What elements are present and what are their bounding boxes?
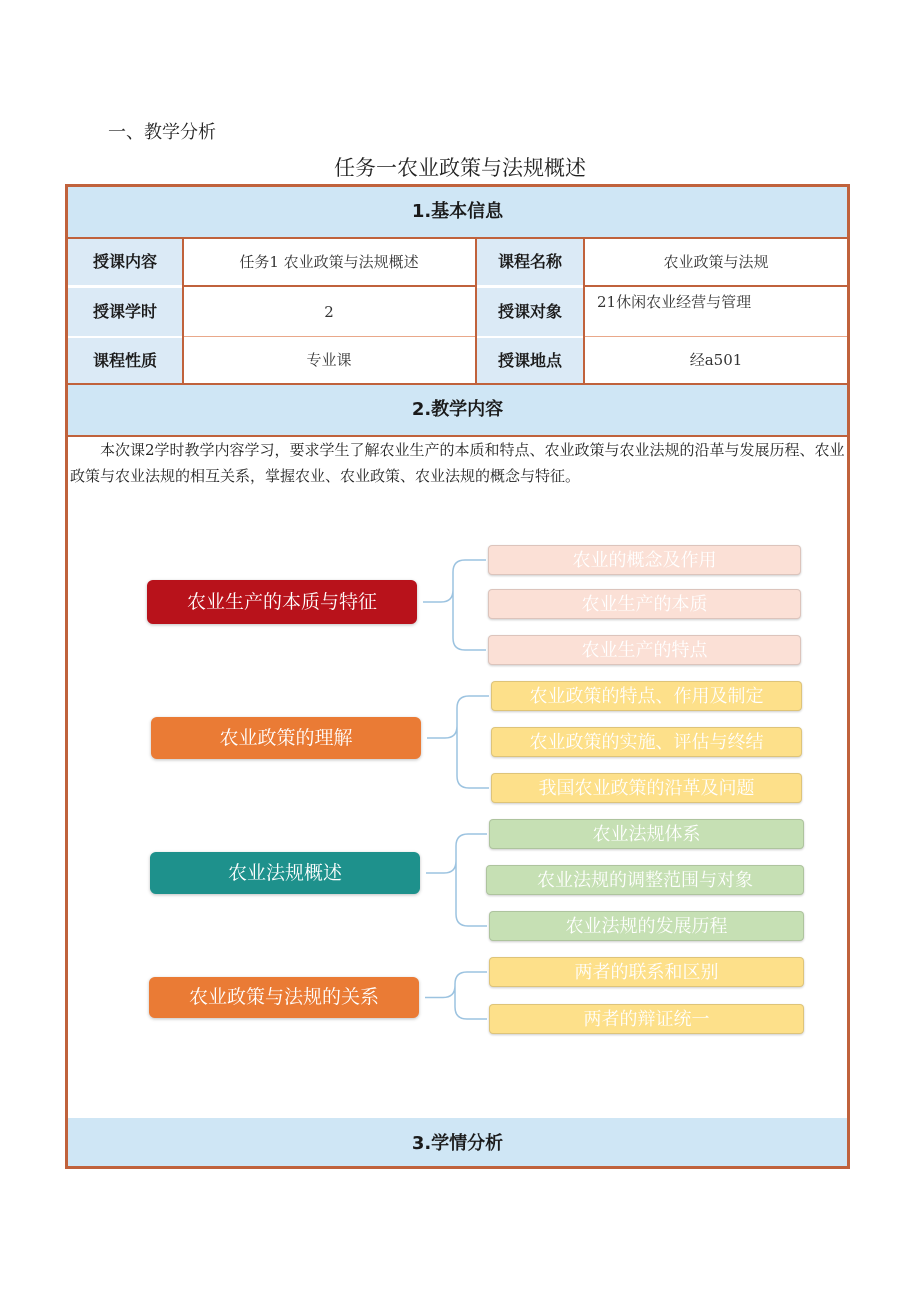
mindmap-subtopic: 农业政策的特点、作用及制定 xyxy=(491,681,802,711)
value-nature: 专业课 xyxy=(184,338,474,383)
analysis-band xyxy=(68,1118,847,1166)
mindmap-subtopic: 农业生产的特点 xyxy=(488,635,801,665)
teaching-content-paragraph: 本次课2学时教学内容学习，要求学生了解农业生产的本质和特点、农业政策与农业法规的沿革与发展历程、农业政策与农业法规的相互关系，掌握农业、农业政策、农业法规的概念与特征。 xyxy=(70,441,845,485)
mindmap-subtopic: 农业的概念及作用 xyxy=(488,545,801,575)
analysis-title: 3.学情分析 xyxy=(411,1133,504,1154)
teaching-content-title: 2.教学内容 xyxy=(411,399,504,420)
divider xyxy=(583,237,585,383)
divider xyxy=(184,285,475,287)
mindmap-topic: 农业政策与法规的关系 xyxy=(149,977,419,1018)
document-title: 任务一农业政策与法规概述 xyxy=(334,156,586,180)
divider xyxy=(475,237,477,383)
mindmap-topic: 农业生产的本质与特征 xyxy=(147,580,417,624)
basic-info-band xyxy=(68,187,847,237)
section-heading: 一、教学分析 xyxy=(108,122,216,143)
teaching-content-band xyxy=(68,385,847,435)
divider xyxy=(585,336,847,337)
value-content: 任务1 农业政策与法规概述 xyxy=(184,239,474,285)
mindmap-topic: 农业政策的理解 xyxy=(151,717,421,759)
divider xyxy=(182,237,184,383)
mindmap-subtopic: 两者的辩证统一 xyxy=(489,1004,804,1034)
divider xyxy=(184,336,475,337)
value-audience: 21休闲农业经营与管理 xyxy=(585,288,847,336)
label-hours: 授课学时 xyxy=(68,288,182,336)
value-location: 经a501 xyxy=(585,338,847,383)
mindmap-subtopic: 农业法规的调整范围与对象 xyxy=(486,865,804,895)
label-course-name: 课程名称 xyxy=(477,239,583,285)
mindmap-subtopic: 两者的联系和区别 xyxy=(489,957,804,987)
label-content: 授课内容 xyxy=(68,239,182,285)
mindmap-subtopic: 农业法规的发展历程 xyxy=(489,911,804,941)
divider xyxy=(585,285,847,287)
label-audience: 授课对象 xyxy=(477,288,583,336)
mindmap-topic: 农业法规概述 xyxy=(150,852,420,894)
mindmap-subtopic: 农业法规体系 xyxy=(489,819,804,849)
label-nature: 课程性质 xyxy=(68,338,182,383)
mindmap-subtopic: 农业政策的实施、评估与终结 xyxy=(491,727,802,757)
value-course-name: 农业政策与法规 xyxy=(585,239,847,285)
label-location: 授课地点 xyxy=(477,338,583,383)
mindmap-subtopic: 农业生产的本质 xyxy=(488,589,801,619)
basic-info-title: 1.基本信息 xyxy=(411,201,504,222)
value-hours: 2 xyxy=(184,288,474,336)
mindmap-subtopic: 我国农业政策的沿革及问题 xyxy=(491,773,802,803)
